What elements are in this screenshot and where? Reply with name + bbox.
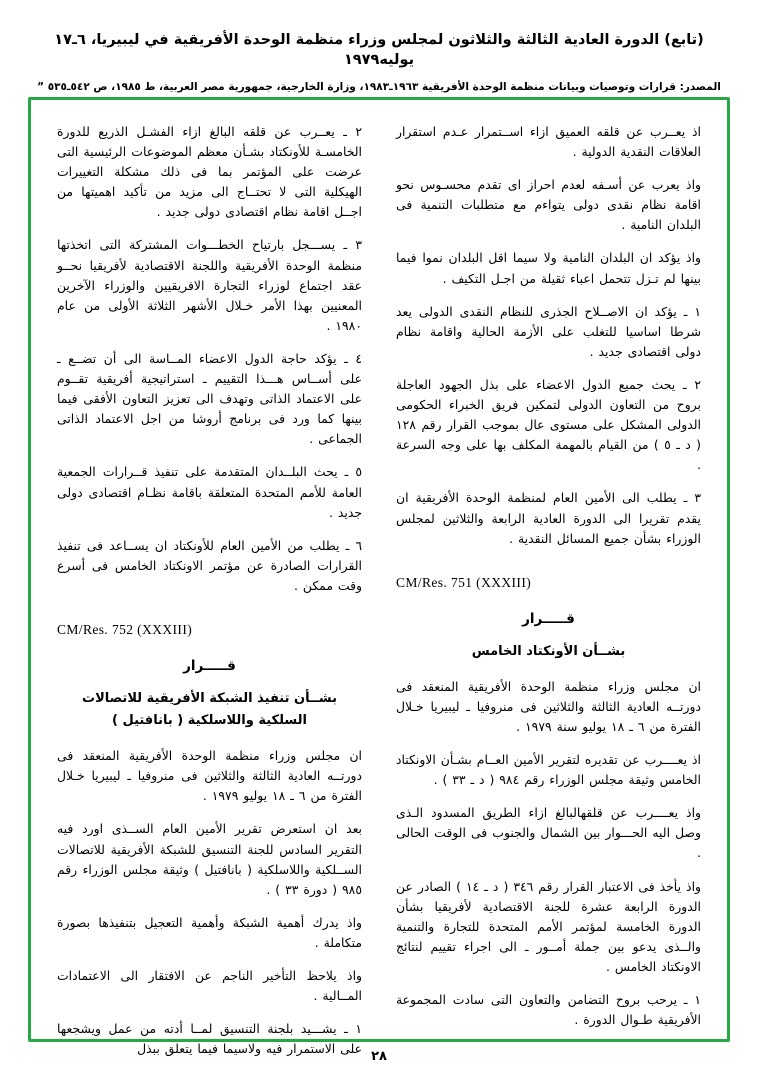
paragraph: واذ يدرك أهمية الشبكة وأهمية التعجيل بتنفيذها بصورة متكاملة . xyxy=(57,914,362,950)
column-left xyxy=(57,122,362,1057)
paragraph: ٦ ـ يطلب من الأمين العام للأونكتاد ان يســاعد فى تنفيذ القرارات الصادرة عن مؤتمر الاونكتاد الخامس فى أسرع وقت ممكن . xyxy=(57,537,362,593)
paragraph: اذ يعــــرب عن تقديره لتقرير الأمين العــام بشـأن الاونكتاد الخامس وثيقة مجلس الوزراء رقم ٩٨٤ ( د ـ ٣٣ ) . xyxy=(396,752,701,788)
resolution-subject-title xyxy=(57,688,362,732)
paragraph: ٢ ـ يحث جميع الدول الاعضاء على بذل الجهود العاجلة بروح من التعاون الدولى لتمكين فريق الخبراء الحكومى الدولى المشكل على مستوى عال بموجب القرار رقم ١٢٨ ( د ـ ٥ ) من القيام بالمهمة المكلف بها على وجه السرعة . xyxy=(396,376,701,473)
document-source-line: المصدر: ‏قرارات وتوصيات وبيانات منظمة الوحدة الأفريقية ١٩٦٣ـ١٩٨٣، وزارة الخارجية، جمهورية مصر العربية، ط ١٩٨٥، ص ٥٤٢ـ٥٣٥ ˮ xyxy=(37,80,721,93)
paragraph: ١ ـ يشـــيد بلجنة التنسيق لمــا أدته من عمل ويشجعها على الاستمرار فيه ولاسيما فيما يتعلق ببذل xyxy=(57,1021,362,1057)
paragraph: ان مجلس وزراء منظمة الوحدة الأفريقية المنعقد فى دورتــه العادية الثالثة والثلاثين فى منروفيا ـ ليبيريا خـلال الفترة من ٦ ـ ١٨ يوليو ١٩٧٩ . xyxy=(57,748,362,804)
paragraph: ١ ـ يؤكد ان الاصــلاح الجذرى للنظام النقدى الدولى يعد شرطا اساسيا للتغلب على الأزمة الحالية واقامة نظام دولى اقتصادى جديد . xyxy=(396,303,701,359)
column-right xyxy=(396,122,701,1028)
paragraph: ٤ ـ يؤكد حاجة الدول الاعضاء المــاسة الى أن تضــع ـ على أســاس هـــذا التقييم ـ استراتيجية أفريقية تقــوم على الاعتماد الذاتى وتهدف الى تعزيز التعاون الأفقى فيما بينها كما ورد فى برنامج أروشا من اجل الاعتماد الذاتى الجماعى . xyxy=(57,350,362,447)
paragraph: ١ ـ يرحب بروح التضامن والتعاون التى سادت المجموعة الأفريقية طـوال الدورة . xyxy=(396,992,701,1028)
paragraph: ٣ ـ يســـجل بارتياح الخطـــوات المشتركة التى اتخذتها منظمة الوحدة الأفريقية واللجنة الاقتصادية لأفريقيا نحــو عقد اجتماع لوزراء التجارة الافريقيين والوزراء الآخرين المعنيين بهذا الأمر خـلال الأشهر الثلاثة الأولى من عام ١٩٨٠ . xyxy=(57,237,362,333)
two-column-layout xyxy=(57,122,701,1057)
resolution-code: CM/Res. 752 (XXXIII) xyxy=(57,621,193,637)
resolution-subject-title: بشــأن الأونكتاد الخامس xyxy=(471,643,626,659)
paragraph: ان مجلس وزراء منظمة الوحدة الأفريقية المنعقد فى دورتــه العادية الثالثة والثلاثين فى منروفيا ـ ليبيريا خـلال الفترة من ٦ ـ ١٨ يوليو سنة ١٩٧٩ . xyxy=(396,678,701,734)
resolution-subject-title-line2: السلكية واللاسلكية ( بانافتيل ) xyxy=(112,713,307,729)
page-header xyxy=(28,30,730,94)
content-frame-inner xyxy=(31,100,727,1057)
page-number: ٢٨ xyxy=(371,1049,387,1064)
paragraph: واذ يلاحظ التأخير الناجم عن الافتقار الى الاعتمادات المــالية . xyxy=(57,968,362,1004)
document-title: (تابع) الدورة العادية الثالثة والثلاثون لمجلس وزراء منظمة الوحدة الأفريقية في ليبيريا، ٦ـ١٧ يوليه١٩٧٩ xyxy=(54,32,704,69)
paragraph: واذ يعرب عن أسـفه لعدم احراز اى تقدم محسـوس نحو اقامة نظام نقدى دولى يتواءم مع متطلبات التنمية فى البلدان النامية . xyxy=(396,177,701,233)
paragraph: ٢ ـ يعــرب عن قلقه البالغ ازاء الفشـل الذريع للدورة الخامسـة للأونكتاد بشـأن معظم الموضوعات الرئيسية التى عرضت على المؤتمر بما فى ذلك مشكلة التغييرات الهيكلية التى لا تحتــاج الى مزيد من تأكيد اهميتها من اجــل اقامة نظام اقتصادى دولى جديد . xyxy=(57,124,362,220)
paragraph: اذ يعــرب عن قلقه العميق ازاء اســتمرار عـدم استقرار العلاقات النقدية الدولية . xyxy=(396,124,701,160)
resolution-subject-title-line1: بشــأن تنفيذ الشبكة الأفريقية للاتصالات xyxy=(82,690,337,706)
paragraph: واذ يأخذ فى الاعتبار القرار رقم ٣٤٦ ( د ـ ١٤ ) الصادر عن الدورة الرابعة عشرة للجنة الاقتصادية لأفريقيا بشأن الدورة الخامسة لمؤتمر الأمم المتحدة للتجارة والتنمية والــذى يدعو بين جملة أمــور ـ الى اجراء تقييم لنتائج الاونكتاد الخامس . xyxy=(396,878,701,974)
paragraph: بعد ان استعرض تقرير الأمين العام الســذى اورد فيه التقرير السادس للجنة التنسيق للشبكة الأفريقية للاتصالات الســلكية واللاسلكية ( بانافتيل ) وثيقة مجلس الوزراء رقم ٩٨٥ ( دورة ٣٣ ) . xyxy=(57,821,362,897)
paragraph: واذ يعــــرب عن قلقهالبالغ ازاء الطريق المسدود الـذى وصل اليه الحـــوار بين الشمال والجنوب فى الوقت الحالى . xyxy=(396,805,701,861)
paragraph: ٣ ـ يطلب الى الأمين العام لمنظمة الوحدة الأفريقية ان يقدم تقريرا الى الدورة العادية الرابعة والثلاثين لمجلس الوزراء بشأن جميع المسائل النقدية . xyxy=(396,490,701,546)
resolution-code: CM/Res. 751 (XXXIII) xyxy=(396,574,532,590)
paragraph: واذ يؤكد ان البلدان النامية ولا سيما اقل البلدان نموا فيما بينها لم تـزل تتحمل اعباء ثقيلة من اجـل التكيف . xyxy=(396,250,701,286)
decision-heading: قـــــرار xyxy=(183,657,236,674)
decision-heading: قـــــرار xyxy=(522,610,575,627)
paragraph: ٥ ـ يحث البلــدان المتقدمة على تنفيذ قــرارات الجمعية العامة للأمم المتحدة المتعلقة باقامة نظـام اقتصادى دولى جديد . xyxy=(57,464,362,520)
content-frame-border xyxy=(28,97,730,1057)
